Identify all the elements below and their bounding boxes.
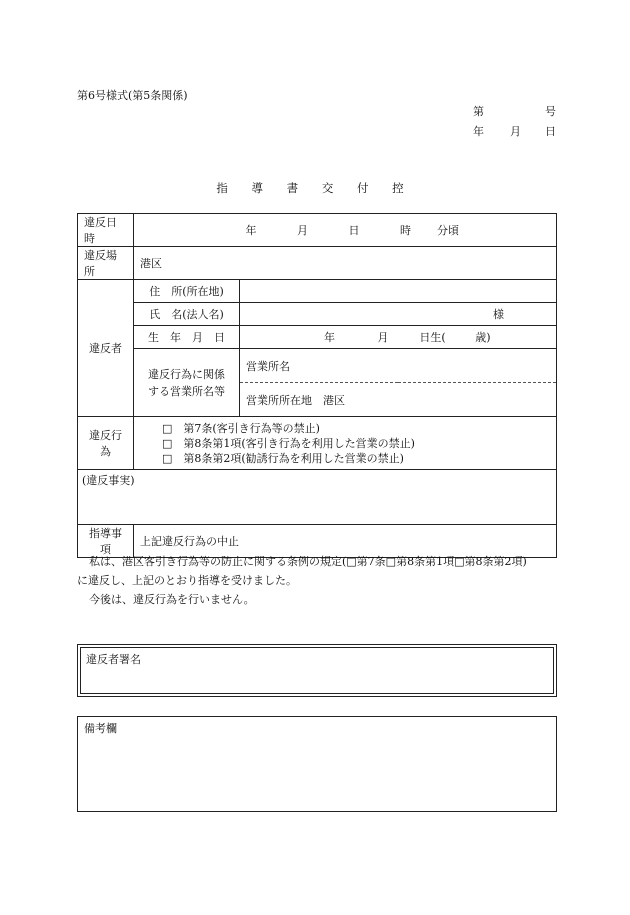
remarks-box[interactable] [77,716,557,812]
violation-act-options [134,417,557,470]
row-name [78,303,557,326]
checkbox-article-8-2[interactable]: □ 第8条第2項(勧誘行為を利用した営業の禁止) [162,451,404,465]
remarks-label: 備考欄 [84,722,117,735]
checkbox-article-8-1[interactable]: □ 第8条第1項(客引き行為を利用した営業の禁止) [162,436,415,450]
label-name: 氏 名(法人名) [134,303,240,326]
date-year: 年 [473,125,484,138]
label-violation-act: 違反行為 [78,417,134,470]
signature-inner [80,647,554,694]
date-day: 日 [545,125,556,138]
guidance-value: 上記違反行為の中止 [134,525,557,558]
label-business: 違反行為に関係 する営業所名等 [134,349,240,417]
number-go: 号 [545,105,556,118]
row-violation-place [78,247,557,280]
label-birthdate: 生 年 月 日 [134,326,240,349]
label-address: 住 所(所在地) [134,280,240,303]
violation-place-value[interactable]: 港区 [134,247,557,280]
signature-label: 違反者署名 [86,653,141,666]
statement-line-2: に違反し、上記のとおり指導を受けました。 [77,574,297,587]
label-violator: 違反者 [78,280,134,417]
row-violation-datetime [78,214,557,247]
row-business-name [78,349,557,383]
business-address-field[interactable]: 営業所所在地 港区 [240,383,557,417]
date-month: 月 [510,125,521,138]
page-title: 指 導 書 交 付 控 [216,181,414,195]
label-guidance: 指導事項 [78,525,134,558]
statement-line-1: 私は、港区客引き行為等の防止に関する条例の規定(□第7条□第8条第1項□第8条第2項) [89,555,527,568]
row-violation-act [78,417,557,470]
violation-datetime-field[interactable]: 年 月 日 時 分頃 [134,214,557,247]
birthdate-field[interactable]: 年 月 日生( 歳) [240,326,557,349]
row-address [78,280,557,303]
signature-box[interactable] [77,644,557,697]
statement [77,552,557,609]
guidance-table [77,213,557,558]
label-violation-datetime: 違反日時 [78,214,134,247]
violation-facts-field[interactable]: (違反事実) [78,470,557,525]
label-violation-place: 違反場所 [78,247,134,280]
row-violation-facts [78,470,557,525]
row-birthdate [78,326,557,349]
number-dai: 第 [473,105,484,118]
form-id: 第6号様式(第5条関係) [77,89,188,102]
checkbox-article-7[interactable]: □ 第7条(客引き行為等の禁止) [162,421,320,435]
business-name-field[interactable]: 営業所名 [240,349,557,383]
address-field[interactable] [240,280,557,303]
statement-line-3: 今後は、違反行為を行いません。 [89,593,255,606]
name-field[interactable]: 様 [240,303,557,326]
